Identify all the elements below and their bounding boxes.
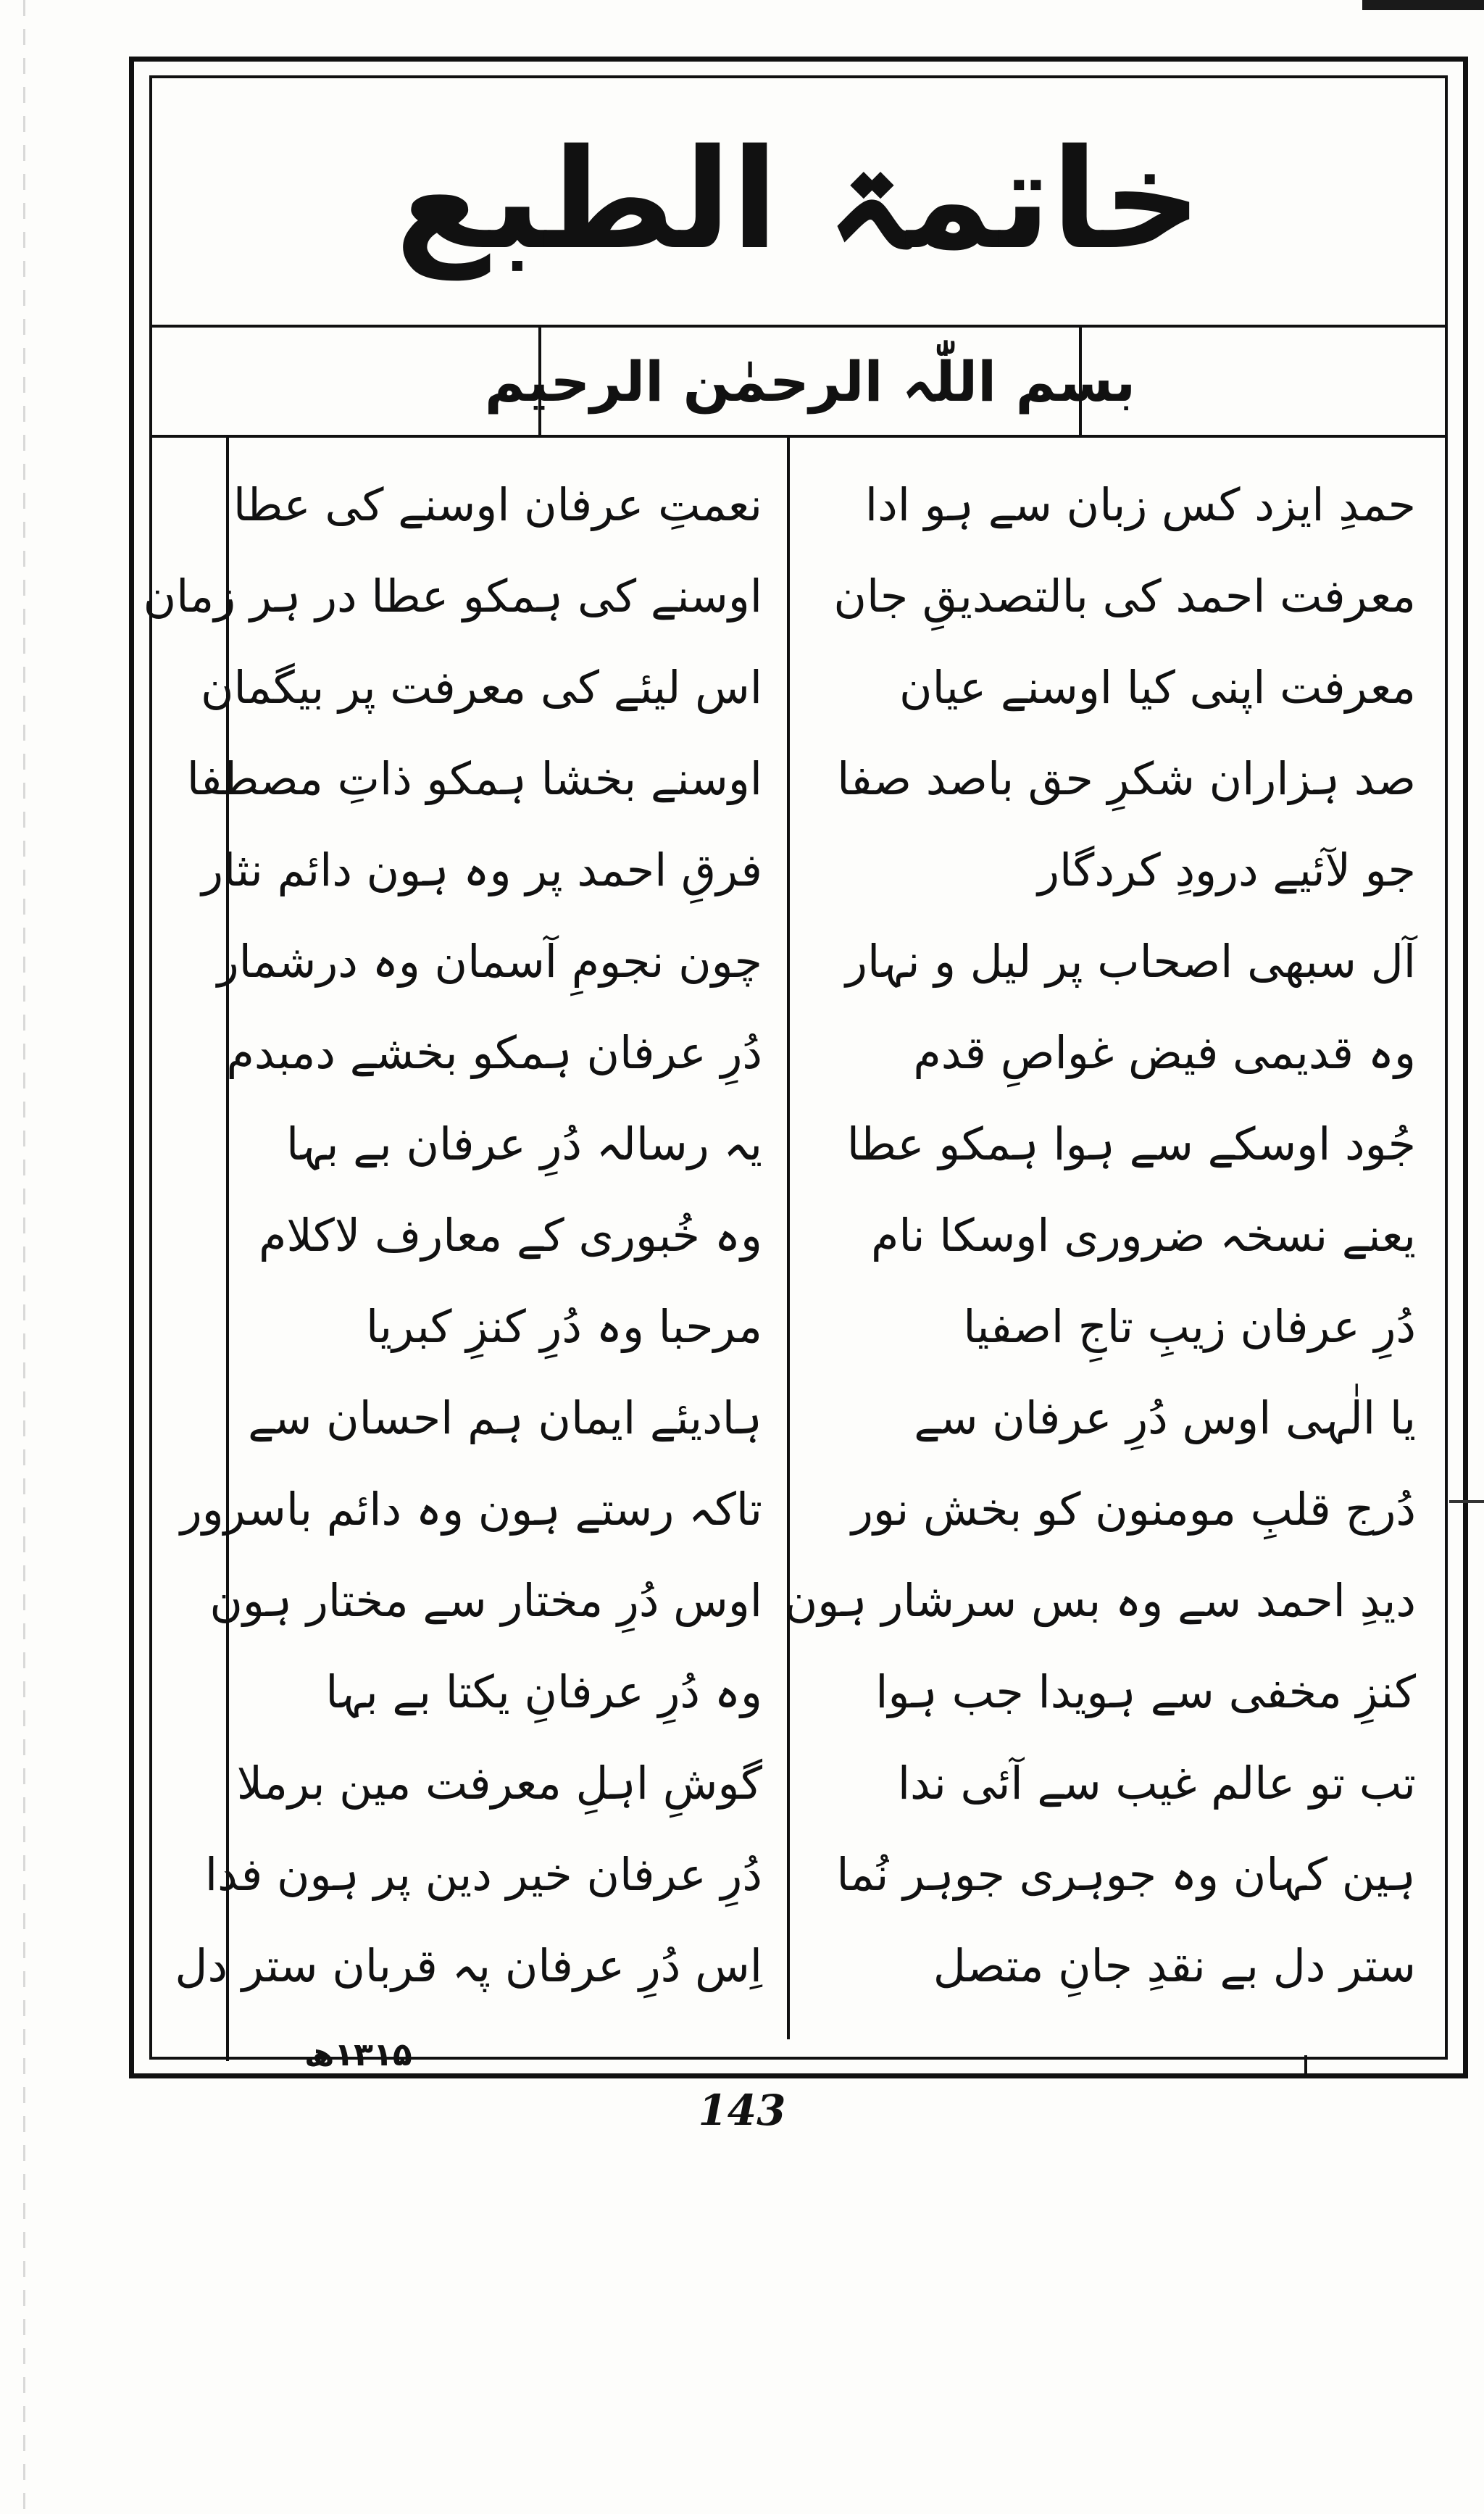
corner-mark	[1304, 2055, 1333, 2078]
verse-line: اوسنے بخشا ہمکو ذاتِ مصطفا	[186, 752, 762, 805]
verse-line: اِس دُرِ عرفان پہ قربان ستر دل	[175, 1939, 762, 1992]
verse-line: یا الٰہی اوس دُرِ عرفان سے	[914, 1391, 1416, 1444]
verse-line: دُرج قلبِ مومنون کو بخش نور	[851, 1483, 1416, 1536]
verse-line: آل سبھی اصحاب پر لیل و نہار	[846, 935, 1416, 988]
verse-line: فرقِ احمد پر وہ ہون دائم نثار	[201, 844, 762, 896]
verse-line: دیدِ احمد سے وہ بس سرشار ہون	[784, 1574, 1416, 1627]
verse-line: صد ہزاران شکرِ حق باصد صفا	[837, 752, 1416, 805]
title-band	[149, 75, 1448, 328]
verse-line: معرفت احمد کی بالتصدیقِ جان	[833, 570, 1416, 623]
bismillah-text: بسم اللّٰہ الرحمٰن الرحیم	[484, 349, 1136, 414]
verse-line: یعنے نسخہ ضروری اوسکا نام	[871, 1209, 1416, 1262]
page-title: خاتمۃ الطبع	[395, 120, 1202, 280]
verse-line: وہ دُرِ عرفانِ یکتا بے بہا	[325, 1665, 762, 1718]
verse-line: اوسنے کی ہمکو عطا در ہر زمان	[143, 570, 762, 623]
right-verse-column	[784, 438, 1433, 2039]
page-number: 143	[698, 2086, 786, 2135]
verse-line: اس لیئے کی معرفت پر بیگمان	[200, 661, 762, 714]
top-edge-rule	[1362, 0, 1484, 10]
verse-line: معرفت اپنی کیا اوسنے عیان	[899, 661, 1416, 714]
verse-line: ہین کہان وہ جوہری جوہر نُما	[836, 1848, 1416, 1901]
left-edge-shadow	[23, 0, 25, 2514]
center-column-divider	[787, 438, 790, 2039]
verse-line: دُرِ عرفان خیر دین پر ہون فدا	[204, 1848, 762, 1901]
verse-line: وہ خُبوری کے معارف لاکلام	[259, 1209, 762, 1262]
verse-line: چون نجومِ آسمان وہ درشمار	[217, 935, 762, 988]
verse-line: ہادیئے ایمان ہم احسان سے	[248, 1391, 762, 1444]
verse-line: اوس دُرِ مختار سے مختار ہون	[209, 1574, 762, 1627]
verse-line: یہ رسالہ دُرِ عرفان بے بہا	[286, 1117, 762, 1170]
verse-line: تب تو عالم غیب سے آئی ندا	[897, 1757, 1416, 1810]
verse-line: تاکہ رستے ہون وہ دائم باسرور	[180, 1483, 762, 1536]
verse-line: جُود اوسکے سے ہوا ہمکو عطا	[846, 1117, 1416, 1170]
hijri-year: ۱۳۱۵ھ	[304, 2036, 412, 2073]
verse-line: وہ قدیمی فیض غواصِ قدم	[913, 1026, 1416, 1079]
verse-line: دُرِ عرفان زیبِ تاجِ اصفیا	[963, 1300, 1416, 1353]
verse-line: دُرِ عرفان ہمکو بخشے دمبدم	[226, 1026, 762, 1079]
bismillah-box	[484, 328, 1136, 435]
verse-line: مرحبا وہ دُرِ کنزِ کبریا	[365, 1300, 762, 1353]
margin-dash	[1449, 1500, 1484, 1503]
verse-line: حمدِ ایزد کس زبان سے ہو ادا	[864, 478, 1416, 531]
verse-line: نعمتِ عرفان اوسنے کی عطا	[233, 478, 762, 531]
verse-line: کنزِ مخفی سے ہویدا جب ہوا	[875, 1665, 1416, 1718]
verse-line: گوشِ اہلِ معرفت مین برملا	[236, 1757, 762, 1810]
bismillah-row	[149, 328, 1448, 438]
verse-line: جو لآئیے درودِ کردگار	[1038, 844, 1416, 896]
verse-line: ستر دل بے نقدِ جانِ متصل	[933, 1939, 1416, 1992]
left-verse-column	[143, 438, 780, 2039]
